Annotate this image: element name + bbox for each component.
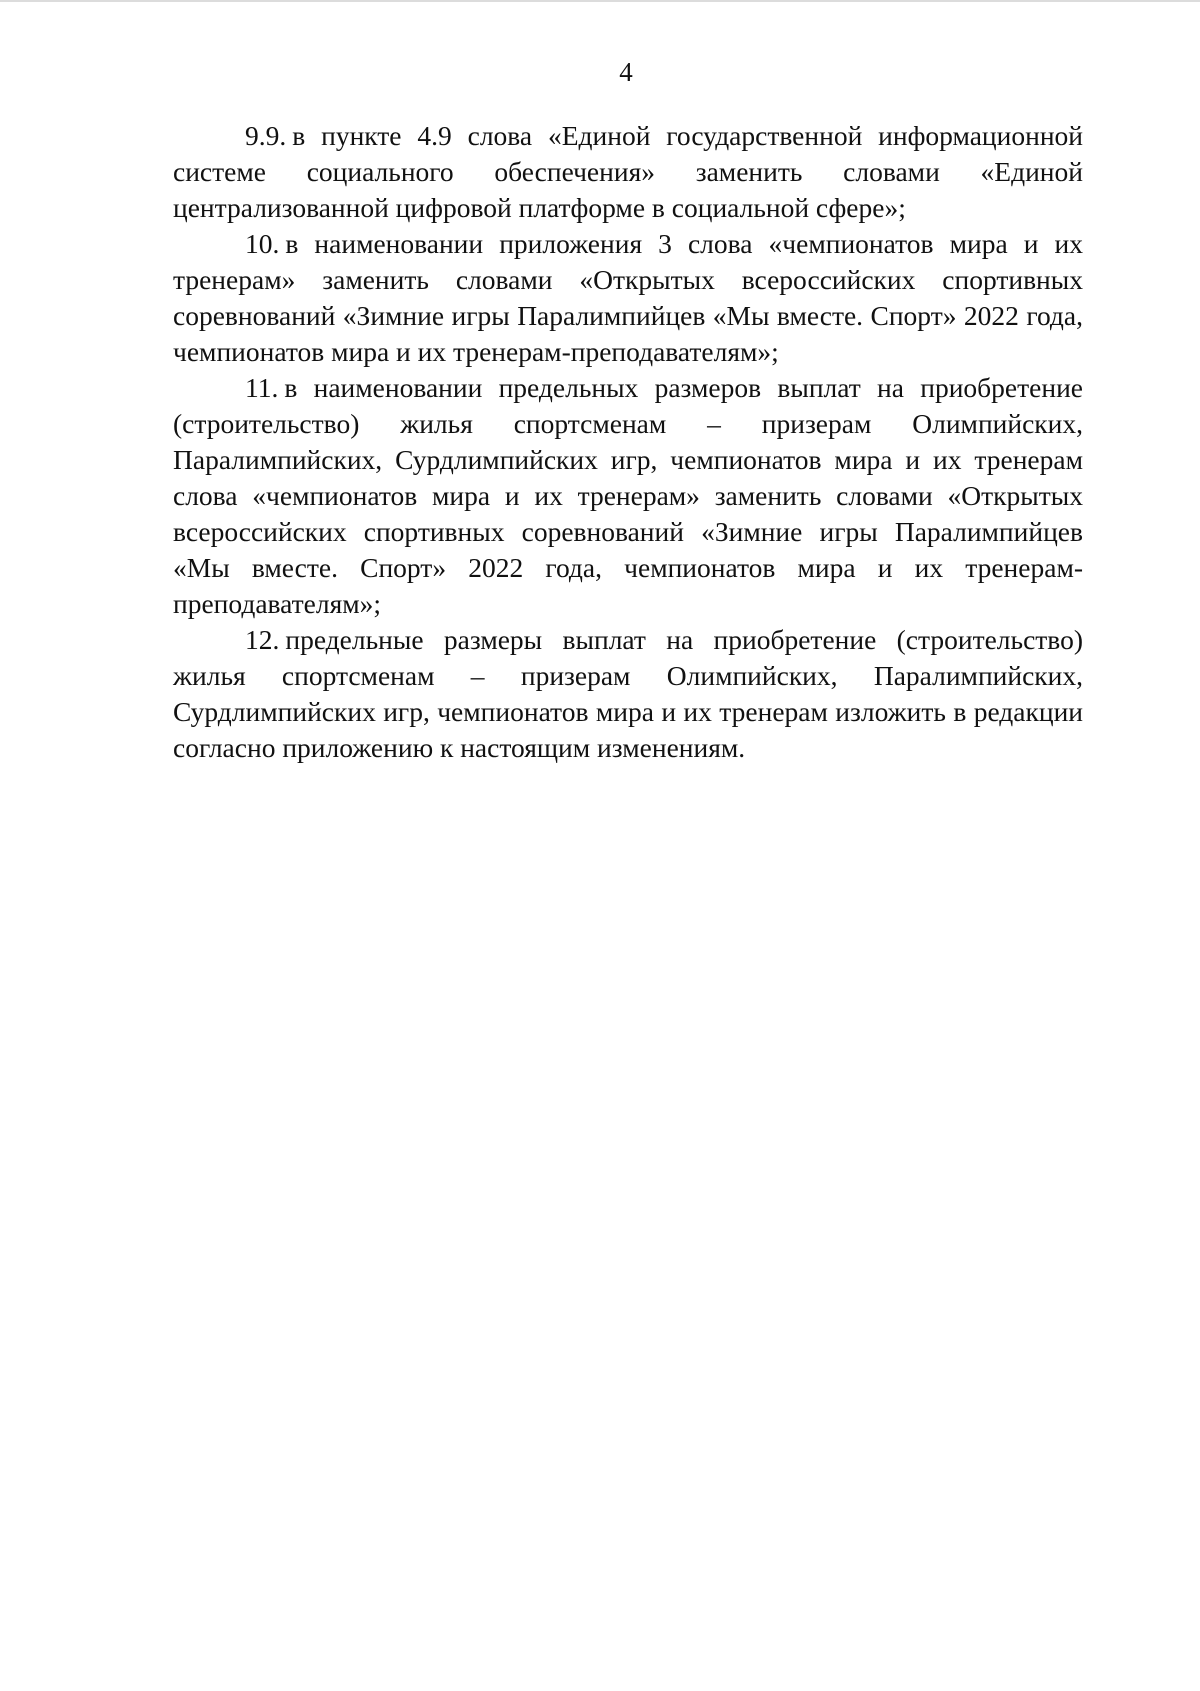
page-number: 4: [619, 57, 633, 87]
amendment-item-11: [173, 370, 1083, 622]
item-number: 10.: [245, 228, 280, 259]
item-number: 11.: [245, 372, 279, 403]
amendment-item-10: [173, 226, 1083, 370]
item-text: в наименовании приложения 3 слова «чемпионатов мира и их тренерам» заменить словами «Открытых всероссийских спортивных соревнований «Зимние игры Паралимпийцев «Мы вместе. Спорт» 2022 года, чемпионатов мира и их тренерам-преподавателям»;: [173, 228, 1083, 367]
document-body: [173, 118, 1083, 766]
item-number: 9.9.: [245, 120, 287, 151]
item-number: 12.: [245, 624, 280, 655]
item-text: предельные размеры выплат на приобретение (строительство) жилья спортсменам – призерам Олимпийских, Паралимпийских, Сурдлимпийских игр, чемпионатов мира и их тренерам изложить в редакции согласно приложению к настоящим изменениям.: [173, 624, 1083, 763]
item-text: в наименовании предельных размеров выплат на приобретение (строительство) жилья спортсменам – призерам Олимпийских, Паралимпийских, Сурдлимпийских игр, чемпионатов мира и их тренерам слова «чемпионатов мира и их тренерам» заменить словами «Открытых всероссийских спортивных соревнований «Зимние игры Паралимпийцев «Мы вместе. Спорт» 2022 года, чемпионатов мира и их тренерам-преподавателям»;: [173, 372, 1083, 619]
scan-top-edge: [0, 0, 1200, 2]
item-text: в пункте 4.9 слова «Единой государственной информационной системе социального обеспечения» заменить словами «Единой централизованной цифровой платформе в социальной сфере»;: [173, 120, 1083, 223]
amendment-item-12: [173, 622, 1083, 766]
amendment-item-9-9: [173, 118, 1083, 226]
